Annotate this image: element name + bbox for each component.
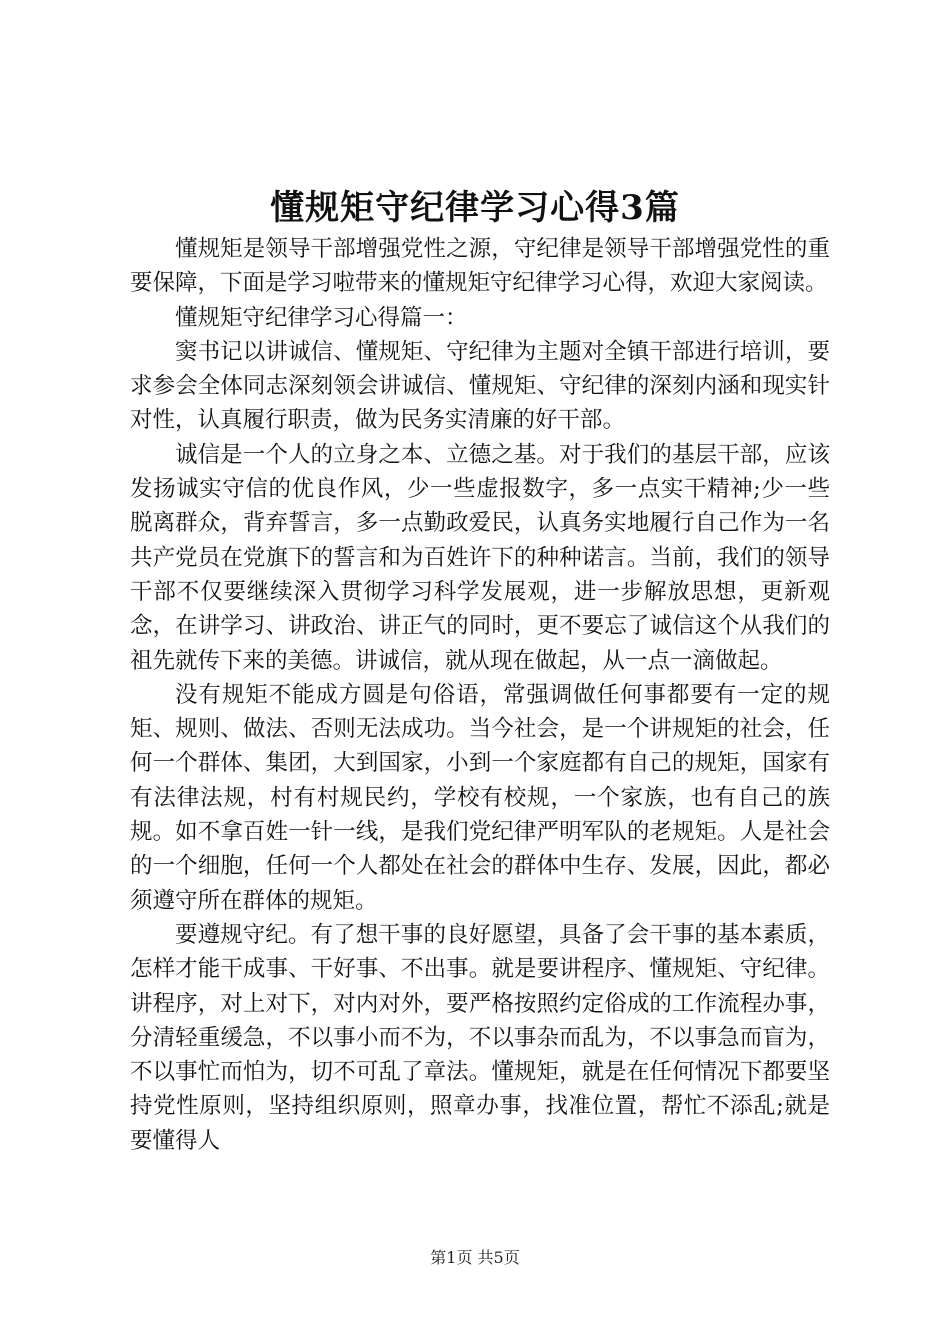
page-footer [0,1247,950,1269]
paragraph: 没有规矩不能成方圆是句俗语，常强调做任何事都要有一定的规矩、规则、做法、否则无法成功。当今社会，是一个讲规矩的社会，任何一个群体、集团，大到国家，小到一个家庭都有自己的规矩，国家有有法律法规，村有村规民约，学校有校规，一个家族，也有自己的族规。如不拿百姓一针一线，是我们党纪律严明军队的老规矩。人是社会的一个细胞，任何一个人都处在社会的群体中生存、发展，因此，都必须遵守所在群体的规矩。 [130,681,830,914]
document-title: 懂规矩守纪律学习心得3篇 [270,188,680,228]
page-number-total: 共5页 [477,1248,520,1267]
document-body [130,232,830,1158]
paragraph: 窦书记以讲诚信、懂规矩、守纪律为主题对全镇干部进行培训，要求参会全体同志深刻领会讲诚信、懂规矩、守纪律的深刻内涵和现实针对性，认真履行职责，做为民务实清廉的好干部。 [130,338,830,434]
section-heading: 懂规矩守纪律学习心得篇一： [175,304,468,331]
paragraph: 懂规矩是领导干部增强党性之源，守纪律是领导干部增强党性的重要保障，下面是学习啦带来的懂规矩守纪律学习心得，欢迎大家阅读。 [130,236,830,297]
page-number-current: 第1页 [430,1248,473,1267]
paragraph: 诚信是一个人的立身之本、立德之基。对于我们的基层干部，应该发扬诚实守信的优良作风，少一些虚报数字，多一点实干精神;少一些脱离群众，背弃誓言，多一点勤政爱民，认真务实地履行自己作为一名共产党员在党旗下的誓言和为百姓许下的种种诺言。当前，我们的领导干部不仅要继续深入贯彻学习科学发展观，进一步解放思想，更新观念，在讲学习、讲政治、讲正气的同时，更不要忘了诚信这个从我们的祖先就传下来的美德。讲诚信，就从现在做起，从一点一滴做起。 [130,441,830,674]
paragraph: 要遵规守纪。有了想干事的良好愿望，具备了会干事的基本素质，怎样才能干成事、干好事、不出事。就是要讲程序、懂规矩、守纪律。讲程序，对上对下，对内对外，要严格按照约定俗成的工作流程办事，分清轻重缓急，不以事小而不为，不以事杂而乱为，不以事急而盲为，不以事忙而怕为，切不可乱了章法。懂规矩，就是在任何情况下都要坚持党性原则，坚持组织原则，照章办事，找准位置，帮忙不添乱;就是要懂得人 [130,921,830,1154]
